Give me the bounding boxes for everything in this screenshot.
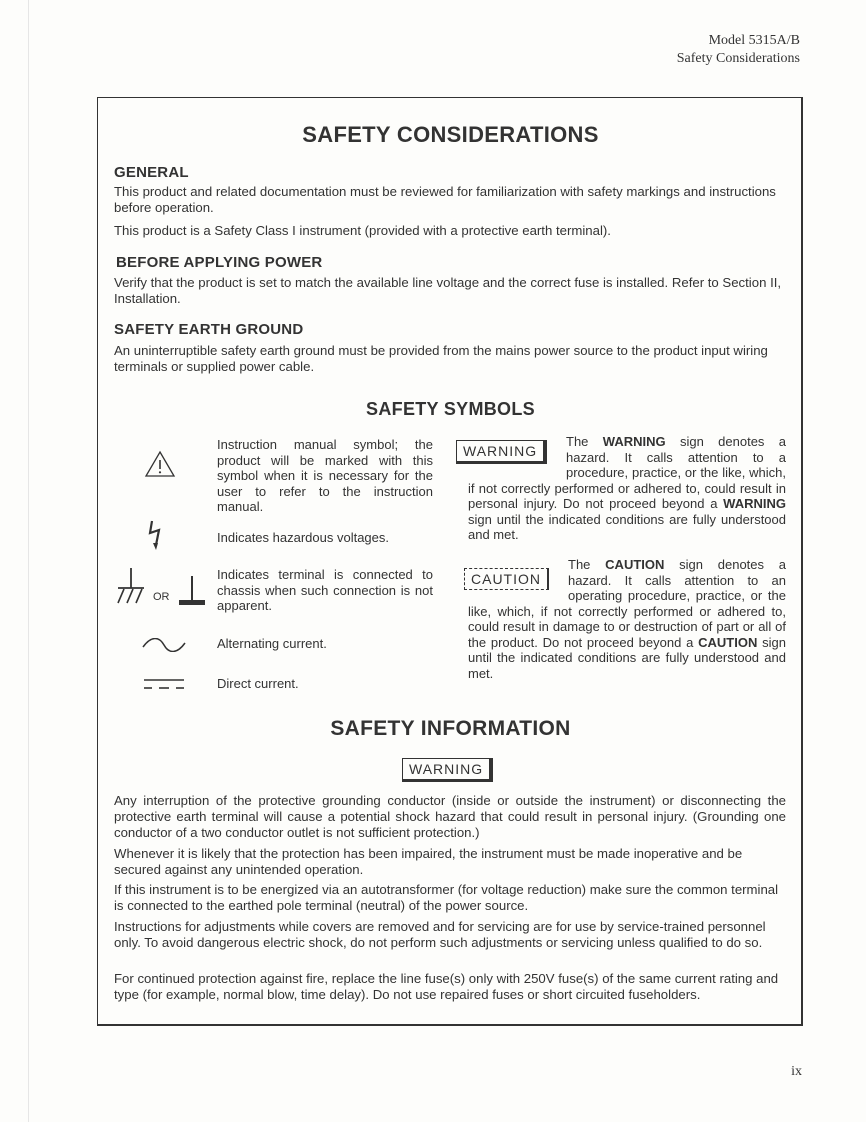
symbols-heading: SAFETY SYMBOLS [366,399,535,419]
info-p1: Any interruption of the protective grounding conductor (inside or outside the instrument) or disconnecting the protective earth terminal will cause a potential shock hazard that could result in personal injury. (Grounding one conductor of a two conductor outlet is not sufficient protection.) [114,793,786,840]
header-model: Model 5315A/B [708,33,800,48]
ground-heading: SAFETY EARTH GROUND [114,321,304,338]
or-label: OR [153,591,170,603]
info-p3: If this instrument is to be energized via an autotransformer (for voltage reduction) make sure the common terminal is connected to the earthed pole terminal (neutral) of the power source. [114,882,779,913]
warning-desc-b: sign until the indicated conditions are fully understood and met. [468,511,786,542]
safety-box [97,97,803,1026]
general-p1: This product and related documentation must be reviewed for familiarization with safety markings and instructions before operation. [114,184,776,215]
general-p2: This product is a Safety Class I instrument (provided with a protective earth terminal). [114,223,611,238]
warning-desc-a: sign denotes a hazard. It calls attention to a procedure, practice, or the like, which, if not correctly performed or adhered to, could result in personal injury. Do not proceed beyond a [468,434,786,511]
info-p4: Instructions for adjustments while covers are removed and for servicing are for use by service-trained personnel only. To avoid dangerous electric shock, do not perform such adjustments or servicing unless qualified to do so. [114,919,766,950]
hazard-symbol-text: Indicates hazardous voltages. [217,530,389,545]
hazardous-voltage-icon [148,519,162,551]
warning-triangle-icon [144,450,176,478]
page-number: ix [791,1064,802,1079]
warning-word: WARNING [602,434,666,449]
caution-desc-a: sign denotes a hazard. It calls attention to an operating procedure, practice, or the like, which, if not correctly performed or adhered to, could result in damage to or destruction of part or all of the product. Do not proceed beyond a [468,557,786,650]
warning-word-2: WARNING [723,496,786,511]
caution-word-2: CAUTION [698,634,758,650]
direct-current-icon [142,676,186,692]
warning-pre: The [566,434,603,449]
page-header [677,32,800,68]
warning-description [468,434,786,543]
caution-description [468,557,786,681]
before-heading: BEFORE APPLYING POWER [116,254,323,271]
alternating-current-icon [141,638,187,652]
info-warning-sign: WARNING [402,758,493,782]
info-p5: For continued protection against fire, replace the line fuse(s) only with 250V fuse(s) of the same current rating and type (for example, normal blow, time delay). Do not use repaired fuses or short circuited fuseholders. [114,971,779,1002]
manual-symbol-text: Instruction manual symbol; the product will be marked with this symbol when it is necessary for the user to refer to the instruction manual. [217,437,433,514]
caution-pre: The [568,557,606,572]
chassis-terminal-icon [177,574,207,608]
caution-word: CAUTION [605,557,665,572]
safety-content [114,98,787,1024]
caution-desc-b: sign until the indicated conditions are fully understood and met. [468,634,786,681]
info-heading: SAFETY INFORMATION [330,717,571,740]
caution-sign: CAUTION [464,568,549,590]
ac-symbol-text: Alternating current. [217,636,327,651]
warning-sign: WARNING [456,440,547,464]
scan-margin [28,0,29,1122]
ground-p1: An uninterruptible safety earth ground must be provided from the mains power source to the product input wiring terminals or supplied power cable. [114,343,768,374]
header-section: Safety Considerations [676,51,800,66]
dc-symbol-text: Direct current. [217,676,299,691]
page-title: SAFETY CONSIDERATIONS [302,122,599,147]
before-p1: Verify that the product is set to match the available line voltage and the correct fuse is installed. Refer to Section II, Installation. [114,275,782,306]
chassis-symbol-text: Indicates terminal is connected to chassis when such connection is not apparent. [217,567,433,613]
general-heading: GENERAL [114,164,189,181]
frame-terminal-icon [114,566,148,608]
info-p2: Whenever it is likely that the protection has been impaired, the instrument must be made inoperative and be secured against any unintended operation. [114,846,743,877]
